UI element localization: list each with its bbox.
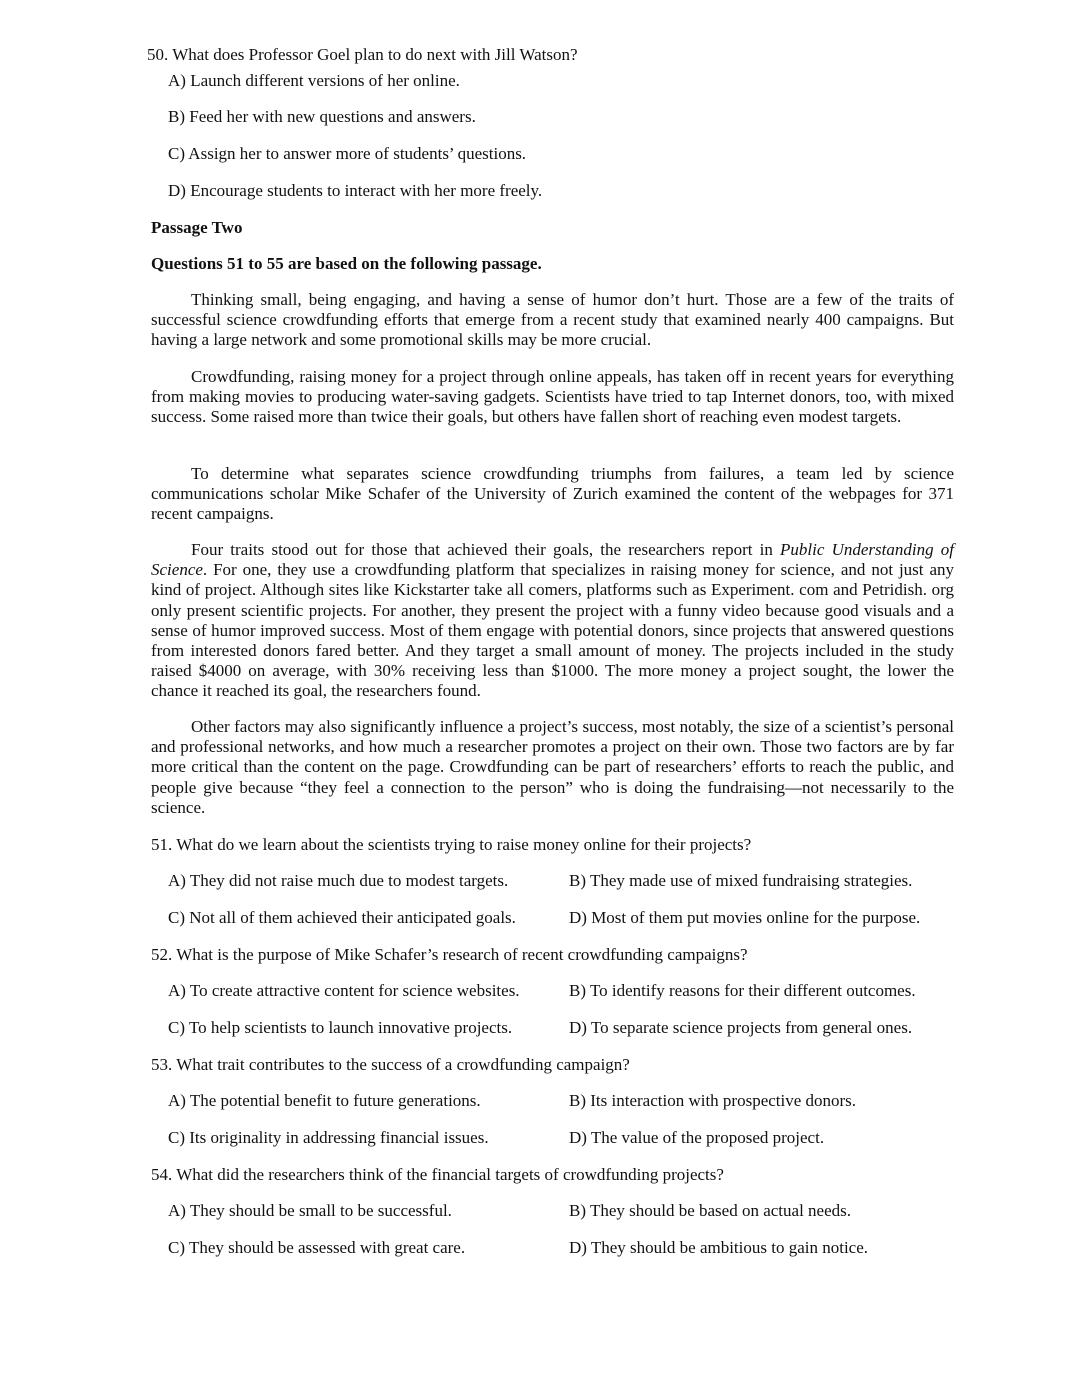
question-54-stem: 54. What did the researchers think of the financial targets of crowdfunding projects?: [151, 1165, 724, 1184]
question-52-option-d: D) To separate science projects from general ones.: [569, 1018, 913, 1037]
question-52-option-c: C) To help scientists to launch innovative projects.: [168, 1018, 513, 1037]
passage-paragraph-1: Thinking small, being engaging, and having a sense of humor don’t hurt. Those are a few of the traits of successful science crowdfunding efforts that emerge from a recent study that examined nearly 400 campaigns. But having a large network and some promotional skills may be more crucial.: [151, 290, 954, 350]
question-54-option-b: B) They should be based on actual needs.: [569, 1201, 852, 1220]
question-50-stem: 50. What does Professor Goel plan to do next with Jill Watson?: [147, 45, 578, 64]
passage-paragraph-3: To determine what separates science crowdfunding triumphs from failures, a team led by science communications scholar Mike Schafer of the University of Zurich examined the content of the webpages for 371 recent campaigns.: [151, 464, 954, 524]
passage-title: Passage Two: [151, 218, 243, 237]
question-52-option-a: A) To create attractive content for science websites.: [168, 981, 520, 1000]
question-51-option-d: D) Most of them put movies online for the purpose.: [569, 908, 921, 927]
question-51-option-a: A) They did not raise much due to modest targets.: [168, 871, 509, 890]
journal-title: Public Understanding of Science: [151, 540, 954, 580]
passage-paragraph-4: [151, 540, 954, 702]
passage-paragraph-2: Crowdfunding, raising money for a project through online appeals, has taken off in recent years for everything from making movies to producing water-saving gadgets. Scientists have tried to tap Internet donors, too, with mixed success. Some raised more than twice their goals, but others have fallen short of reaching even modest targets.: [151, 367, 954, 427]
question-54-option-a: A) They should be small to be successful.: [168, 1201, 452, 1220]
question-53-option-a: A) The potential benefit to future generations.: [168, 1091, 481, 1110]
question-51-stem: 51. What do we learn about the scientists trying to raise money online for their projects?: [151, 835, 752, 854]
question-51-option-b: B) They made use of mixed fundraising strategies.: [569, 871, 913, 890]
passage-paragraph-5: Other factors may also significantly influence a project’s success, most notably, the size of a scientist’s personal and professional networks, and how much a researcher promotes a project on their own. Those two factors are by far more critical than the content on the page. Crowdfunding can be part of researchers’ efforts to reach the public, and people give because “they feel a connection to the person” who is doing the fundraising—not necessarily to the science.: [151, 717, 954, 817]
question-50-option-c: C) Assign her to answer more of students’ questions.: [168, 144, 527, 163]
passage-instruction: Questions 51 to 55 are based on the following passage.: [151, 254, 542, 273]
question-54-option-d: D) They should be ambitious to gain notice.: [569, 1238, 869, 1257]
question-50-option-d: D) Encourage students to interact with her more freely.: [168, 181, 543, 200]
question-51-option-c: C) Not all of them achieved their anticipated goals.: [168, 908, 516, 927]
question-52-stem: 52. What is the purpose of Mike Schafer’s research of recent crowdfunding campaigns?: [151, 945, 748, 964]
question-53-option-b: B) Its interaction with prospective donors.: [569, 1091, 857, 1110]
question-53-option-c: C) Its originality in addressing financial issues.: [168, 1128, 489, 1147]
question-53-option-d: D) The value of the proposed project.: [569, 1128, 825, 1147]
question-50-option-a: A) Launch different versions of her online.: [168, 71, 460, 90]
question-53-stem: 53. What trait contributes to the success of a crowdfunding campaign?: [151, 1055, 630, 1074]
paragraph-4-intro: Four traits stood out for those that achieved their goals, the researchers report in: [191, 540, 781, 559]
question-54-option-c: C) They should be assessed with great care.: [168, 1238, 466, 1257]
question-52-option-b: B) To identify reasons for their different outcomes.: [569, 981, 916, 1000]
paragraph-4-body: . For one, they use a crowdfunding platform that specializes in raising money for science, and not just any kind of project. Although sites like Kickstarter take all comers, platforms such as Experiment. com and Petridish. org only present scientific projects. For another, they present the project with a funny video because good visuals and a sense of humor improved success. Most of them engage with potential donors, since projects that answered questions from interested donors fared better. And they target a small amount of money. The projects included in the study raised $4000 on average, with 30% receiving less than $1000. The more money a project sought, the lower the chance it reached its goal, the researchers found.: [151, 560, 954, 701]
question-50-option-b: B) Feed her with new questions and answers.: [168, 107, 476, 126]
